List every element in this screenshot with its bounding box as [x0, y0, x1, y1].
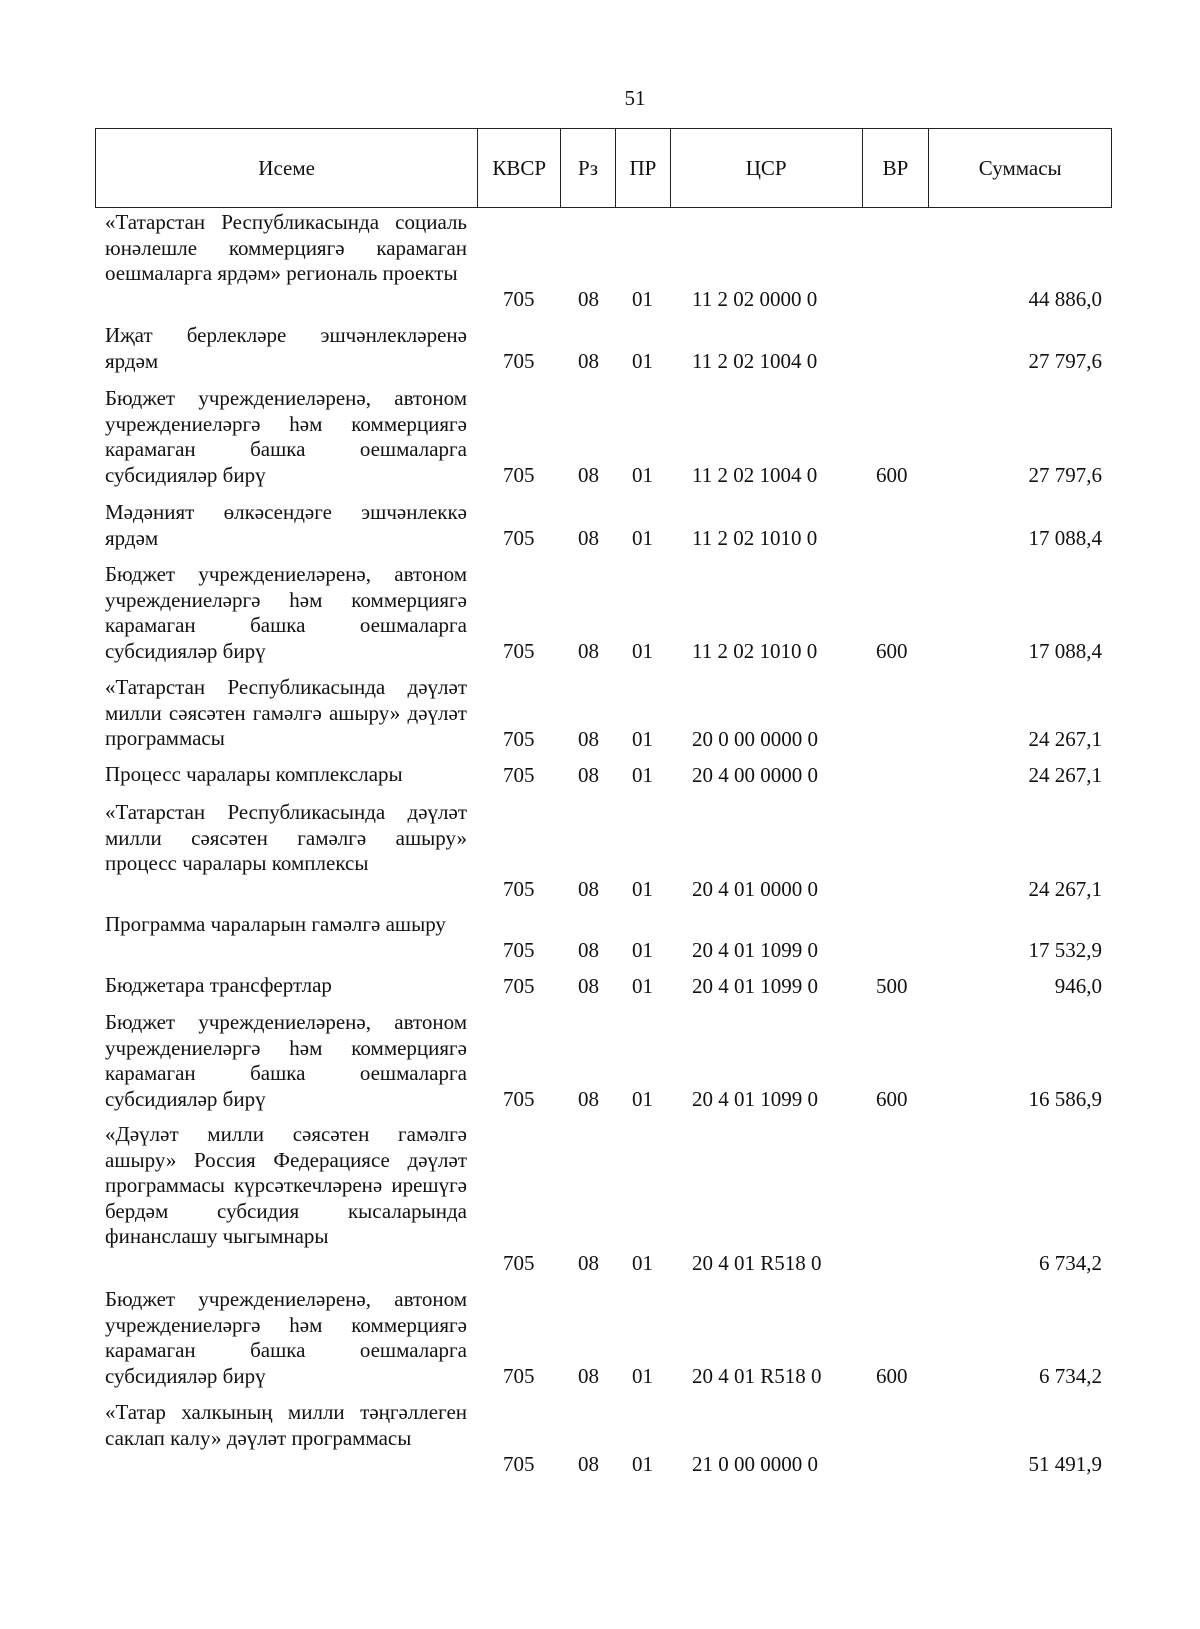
- row-csr: 20 4 01 1099 0: [692, 937, 818, 962]
- row-kvsr: 705: [503, 286, 535, 311]
- column-header-name: Исеме: [96, 129, 478, 207]
- row-name: Мәдәният өлкәсендәге эшчәнлеккә ярдәм: [105, 500, 467, 550]
- row-pr: 01: [632, 937, 653, 962]
- row-csr: 11 2 02 0000 0: [692, 286, 818, 311]
- row-kvsr: 705: [503, 1451, 535, 1476]
- table-row: [0, 210, 1200, 312]
- row-sum: 17 088,4: [1028, 525, 1102, 550]
- row-pr: 01: [632, 1363, 653, 1388]
- row-vr: 600: [876, 1363, 908, 1388]
- row-csr: 11 2 02 1010 0: [692, 638, 818, 663]
- row-pr: 01: [632, 876, 653, 901]
- row-vr: 600: [876, 638, 908, 663]
- row-vr: 600: [876, 462, 908, 487]
- row-rz: 08: [578, 525, 599, 550]
- row-csr: 11 2 02 1004 0: [692, 348, 818, 373]
- row-name: Процесс чаралары комплекслары: [105, 762, 403, 786]
- row-name: Бюджет учреждениеләренә, автоном учреждениеләргә һәм коммерциягә карамаган башка оешмаларга субсидияләр бирү: [105, 1010, 467, 1111]
- row-sum: 17 088,4: [1028, 638, 1102, 663]
- row-pr: 01: [632, 348, 653, 373]
- row-kvsr: 705: [503, 348, 535, 373]
- row-csr: 21 0 00 0000 0: [692, 1451, 818, 1476]
- row-pr: 01: [632, 1086, 653, 1111]
- row-csr: 20 4 01 0000 0: [692, 876, 818, 901]
- page-number: 51: [624, 86, 646, 110]
- row-sum: 44 886,0: [1028, 286, 1102, 311]
- row-csr: 20 4 01 R518 0: [692, 1363, 822, 1388]
- row-kvsr: 705: [503, 973, 535, 998]
- table-row: [0, 562, 1200, 664]
- row-pr: 01: [632, 973, 653, 998]
- table-header: [95, 128, 1112, 208]
- row-rz: 08: [578, 726, 599, 751]
- row-sum: 6 734,2: [1039, 1363, 1102, 1388]
- row-name: «Татарстан Республикасында дәүләт милли сәясәтен гамәлгә ашыру» дәүләт программасы: [105, 675, 467, 750]
- row-name: «Татарстан Республикасында дәүләт милли сәясәтен гамәлгә ашыру» процесс чаралары комплексы: [105, 800, 467, 875]
- row-csr: 11 2 02 1010 0: [692, 525, 818, 550]
- table-row: [0, 1122, 1200, 1276]
- row-kvsr: 705: [503, 525, 535, 550]
- row-rz: 08: [578, 762, 599, 787]
- table-row: [0, 500, 1200, 551]
- row-kvsr: 705: [503, 762, 535, 787]
- row-kvsr: 705: [503, 876, 535, 901]
- row-name: Программа чараларын гамәлгә ашыру: [105, 912, 446, 936]
- row-sum: 27 797,6: [1028, 348, 1102, 373]
- row-sum: 24 267,1: [1028, 876, 1102, 901]
- table-row: [0, 1287, 1200, 1389]
- row-pr: 01: [632, 762, 653, 787]
- row-name: Бюджет учреждениеләренә, автоном учреждениеләргә һәм коммерциягә карамаган башка оешмаларга субсидияләр бирү: [105, 1287, 467, 1388]
- table-row: [0, 912, 1200, 963]
- table-row: [0, 762, 1200, 788]
- row-pr: 01: [632, 286, 653, 311]
- row-name: Бюджет учреждениеләренә, автоном учреждениеләргә һәм коммерциягә карамаган башка оешмаларга субсидияләр бирү: [105, 386, 467, 487]
- row-sum: 27 797,6: [1028, 462, 1102, 487]
- row-sum: 946,0: [1054, 973, 1102, 998]
- row-csr: 20 0 00 0000 0: [692, 726, 818, 751]
- row-sum: 24 267,1: [1028, 726, 1102, 751]
- row-name: «Татарстан Республикасында социаль юнәлешле коммерциягә карамаган оешмаларга ярдәм» региональ проекты: [105, 210, 467, 285]
- row-rz: 08: [578, 1250, 599, 1275]
- column-header-rz: Рз: [561, 129, 616, 207]
- row-pr: 01: [632, 726, 653, 751]
- row-rz: 08: [578, 876, 599, 901]
- column-header-csr: ЦСР: [671, 129, 863, 207]
- row-pr: 01: [632, 1451, 653, 1476]
- row-name: Иҗат берлекләре эшчәнлекләренә ярдәм: [105, 323, 467, 373]
- table-row: [0, 800, 1200, 902]
- row-kvsr: 705: [503, 1086, 535, 1111]
- column-header-sum: Суммасы: [978, 155, 1062, 180]
- table-row: [0, 1400, 1200, 1477]
- row-csr: 20 4 01 R518 0: [692, 1250, 822, 1275]
- row-vr: 600: [876, 1086, 908, 1111]
- row-sum: 17 532,9: [1028, 937, 1102, 962]
- row-name: Бюджетара трансфертлар: [105, 973, 332, 997]
- row-kvsr: 705: [503, 937, 535, 962]
- table-row: [0, 1010, 1200, 1112]
- row-sum: 51 491,9: [1028, 1451, 1102, 1476]
- row-rz: 08: [578, 973, 599, 998]
- row-kvsr: 705: [503, 462, 535, 487]
- table-row: [0, 973, 1200, 999]
- row-name: «Дәүләт милли сәясәтен гамәлгә ашыру» Россия Федерациясе дәүләт программасы күрсәткечләренә ирешүгә бердәм субсидия кысаларында финанслашу чыгымнары: [105, 1122, 467, 1248]
- table-row: [0, 323, 1200, 374]
- row-csr: 20 4 01 1099 0: [692, 973, 818, 998]
- row-rz: 08: [578, 462, 599, 487]
- row-kvsr: 705: [503, 726, 535, 751]
- row-kvsr: 705: [503, 1250, 535, 1275]
- row-rz: 08: [578, 1086, 599, 1111]
- row-sum: 24 267,1: [1028, 762, 1102, 787]
- row-sum: 16 586,9: [1028, 1086, 1102, 1111]
- row-csr: 11 2 02 1004 0: [692, 462, 818, 487]
- row-rz: 08: [578, 348, 599, 373]
- row-kvsr: 705: [503, 638, 535, 663]
- row-rz: 08: [578, 638, 599, 663]
- row-name: «Татар халкының милли тәңгәллеген саклап калу» дәүләт программасы: [105, 1400, 467, 1450]
- row-pr: 01: [632, 638, 653, 663]
- row-kvsr: 705: [503, 1363, 535, 1388]
- row-sum: 6 734,2: [1039, 1250, 1102, 1275]
- row-name: Бюджет учреждениеләренә, автоном учреждениеләргә һәм коммерциягә карамаган башка оешмаларга субсидияләр бирү: [105, 562, 467, 663]
- row-rz: 08: [578, 286, 599, 311]
- row-rz: 08: [578, 1451, 599, 1476]
- row-pr: 01: [632, 462, 653, 487]
- column-header-kvsr: КВСР: [478, 129, 561, 207]
- table-row: [0, 386, 1200, 488]
- row-vr: 500: [876, 973, 908, 998]
- column-header-pr: ПР: [616, 129, 671, 207]
- row-csr: 20 4 01 1099 0: [692, 1086, 818, 1111]
- row-rz: 08: [578, 937, 599, 962]
- table-row: [0, 675, 1200, 752]
- row-pr: 01: [632, 1250, 653, 1275]
- row-rz: 08: [578, 1363, 599, 1388]
- row-pr: 01: [632, 525, 653, 550]
- column-header-vr: ВР: [863, 129, 930, 207]
- row-csr: 20 4 00 0000 0: [692, 762, 818, 787]
